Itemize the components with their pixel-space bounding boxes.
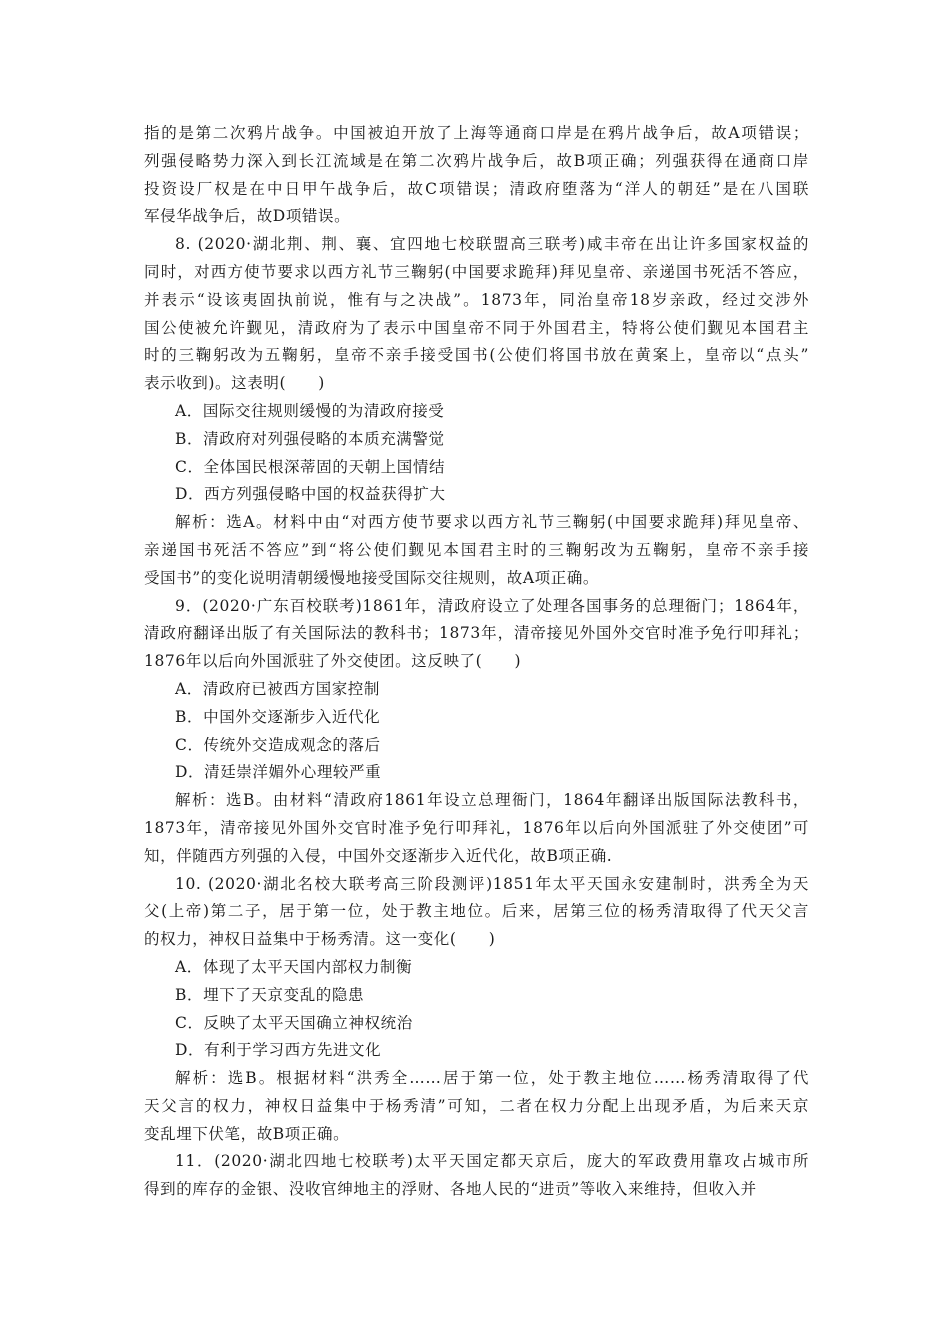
question-block: [144, 1148, 809, 1204]
option-text: A．体现了太平天国内部权力制衡: [175, 957, 413, 976]
text-line: 投资设厂权是在中日甲午战争后，故C项错误；清政府堕落为“洋人的朝廷”是在八国联: [144, 179, 809, 198]
text-line: 表示收到)。这表明( ): [144, 374, 325, 393]
text-line: 指的是第二次鸦片战争。中国被迫开放了上海等通商口岸是在鸦片战争后，故A项错误；: [144, 124, 809, 142]
text-line: 8. (2020·湖北荆、荆、襄、宜四地七校联盟高三联考)咸丰帝在出让许多国家权益的: [175, 235, 809, 254]
text-line: 同时，对西方使节要求以西方礼节三鞠躬(中国要求跪拜)拜见皇帝、亲递国书死活不答应，: [144, 262, 809, 281]
answer-option: [144, 454, 809, 482]
option-text: D．有利于学习西方先进文化: [175, 1041, 382, 1060]
text-line: 的权力，神权日益集中于杨秀清。这一变化( ): [144, 930, 496, 949]
answer-option: [144, 481, 809, 509]
question-block: [144, 231, 809, 398]
text-line: 受国书”的变化说明清朝缓慢地接受国际交往规则，故A项正确。: [144, 568, 600, 587]
option-text: C．反映了太平天国确立神权统治: [175, 1013, 413, 1032]
option-text: B．埋下了天京变乱的隐患: [175, 985, 365, 1004]
text-line: 军侵华战争后，故D项错误。: [144, 207, 351, 226]
answer-option: [144, 1010, 809, 1038]
option-text: B．清政府对列强侵略的本质充满警觉: [175, 429, 445, 448]
analysis-block: [144, 787, 809, 870]
text-line: 1873年，清帝接见外国外交官时准予免行叩拜礼，1876年以后向外国派驻了外交使团”可: [144, 818, 809, 837]
answer-option: [144, 982, 809, 1010]
answer-option: [144, 704, 809, 732]
option-text: D．清廷崇洋媚外心理较严重: [175, 763, 382, 782]
option-text: D．西方列强侵略中国的权益获得扩大: [175, 485, 446, 504]
answer-option: [144, 676, 809, 704]
document-page: [144, 120, 809, 1204]
text-line: 9．(2020·广东百校联考)1861年，清政府设立了处理各国事务的总理衙门；1864年，: [175, 596, 809, 615]
answer-option: [144, 426, 809, 454]
option-text: C．全体国民根深蒂固的天朝上国情结: [175, 457, 446, 476]
text-line: 时的三鞠躬改为五鞠躬，皇帝不亲手接受国书(公使们将国书放在黄案上，皇帝以“点头”: [144, 346, 809, 365]
analysis-block: [144, 1065, 809, 1148]
text-line: 清政府翻译出版了有关国际法的教科书；1873年，清帝接见外国外交官时准予免行叩拜礼；: [144, 624, 809, 643]
text-line: 亲递国书死活不答应”到“将公使们觐见本国君主时的三鞠躬改为五鞠躬，皇帝不亲手接: [144, 540, 809, 559]
text-line: 列强侵略势力深入到长江流域是在第二次鸦片战争后，故B项正确；列强获得在通商口岸: [144, 151, 809, 170]
question-block: [144, 593, 809, 676]
text-line: 变乱埋下伏笔，故B项正确。: [144, 1124, 350, 1143]
text-line: 10. (2020·湖北名校大联考高三阶段测评)1851年太平天国永安建制时，洪秀全为天: [175, 874, 809, 893]
answer-option: [144, 398, 809, 426]
text-line: 知，伴随西方列强的入侵，中国外交逐渐步入近代化，故B项正确.: [144, 846, 613, 865]
answer-option: [144, 759, 809, 787]
text-line: 国公使被允许觐见，清政府为了表示中国皇帝不同于外国君主，特将公使们觐见本国君主: [144, 318, 809, 337]
text-line: 11．(2020·湖北四地七校联考)太平天国定都天京后，庞大的军政费用靠攻占城市所: [175, 1152, 809, 1171]
option-text: B．中国外交逐渐步入近代化: [175, 707, 381, 726]
option-text: A．国际交往规则缓慢的为清政府接受: [175, 401, 445, 420]
option-text: C．传统外交造成观念的落后: [175, 735, 381, 754]
text-line: 并表示“设该夷固执前说，惟有与之决战”。1873年，同治皇帝18岁亲政，经过交涉外: [144, 290, 809, 309]
question-block: [144, 871, 809, 954]
text-line: 天父言的权力，神权日益集中于杨秀清”可知，二者在权力分配上出现矛盾，为后来天京: [144, 1096, 809, 1115]
text-line: 1876年以后向外国派驻了外交使团。这反映了( ): [144, 652, 522, 671]
text-line: 父(上帝)第二子，居于第一位，处于教主地位。后来，居第三位的杨秀清取得了代天父言: [144, 902, 809, 921]
text-line: 解析：选B。由材料“清政府1861年设立总理衙门，1864年翻译出版国际法教科书，: [175, 791, 809, 810]
answer-option: [144, 954, 809, 982]
analysis-block: [144, 509, 809, 592]
option-text: A．清政府已被西方国家控制: [175, 679, 380, 698]
text-line: 解析：选B。根据材料“洪秀全……居于第一位，处于教主地位……杨秀清取得了代: [175, 1069, 809, 1088]
text-line: 得到的库存的金银、没收官绅地主的浮财、各地人民的“进贡”等收入来维持，但收入并: [144, 1180, 757, 1199]
answer-option: [144, 1037, 809, 1065]
text-line: 解析：选A。材料中由“对西方使节要求以西方礼节三鞠躬(中国要求跪拜)拜见皇帝、: [175, 513, 809, 532]
analysis-continued-block: [144, 120, 809, 231]
answer-option: [144, 732, 809, 760]
